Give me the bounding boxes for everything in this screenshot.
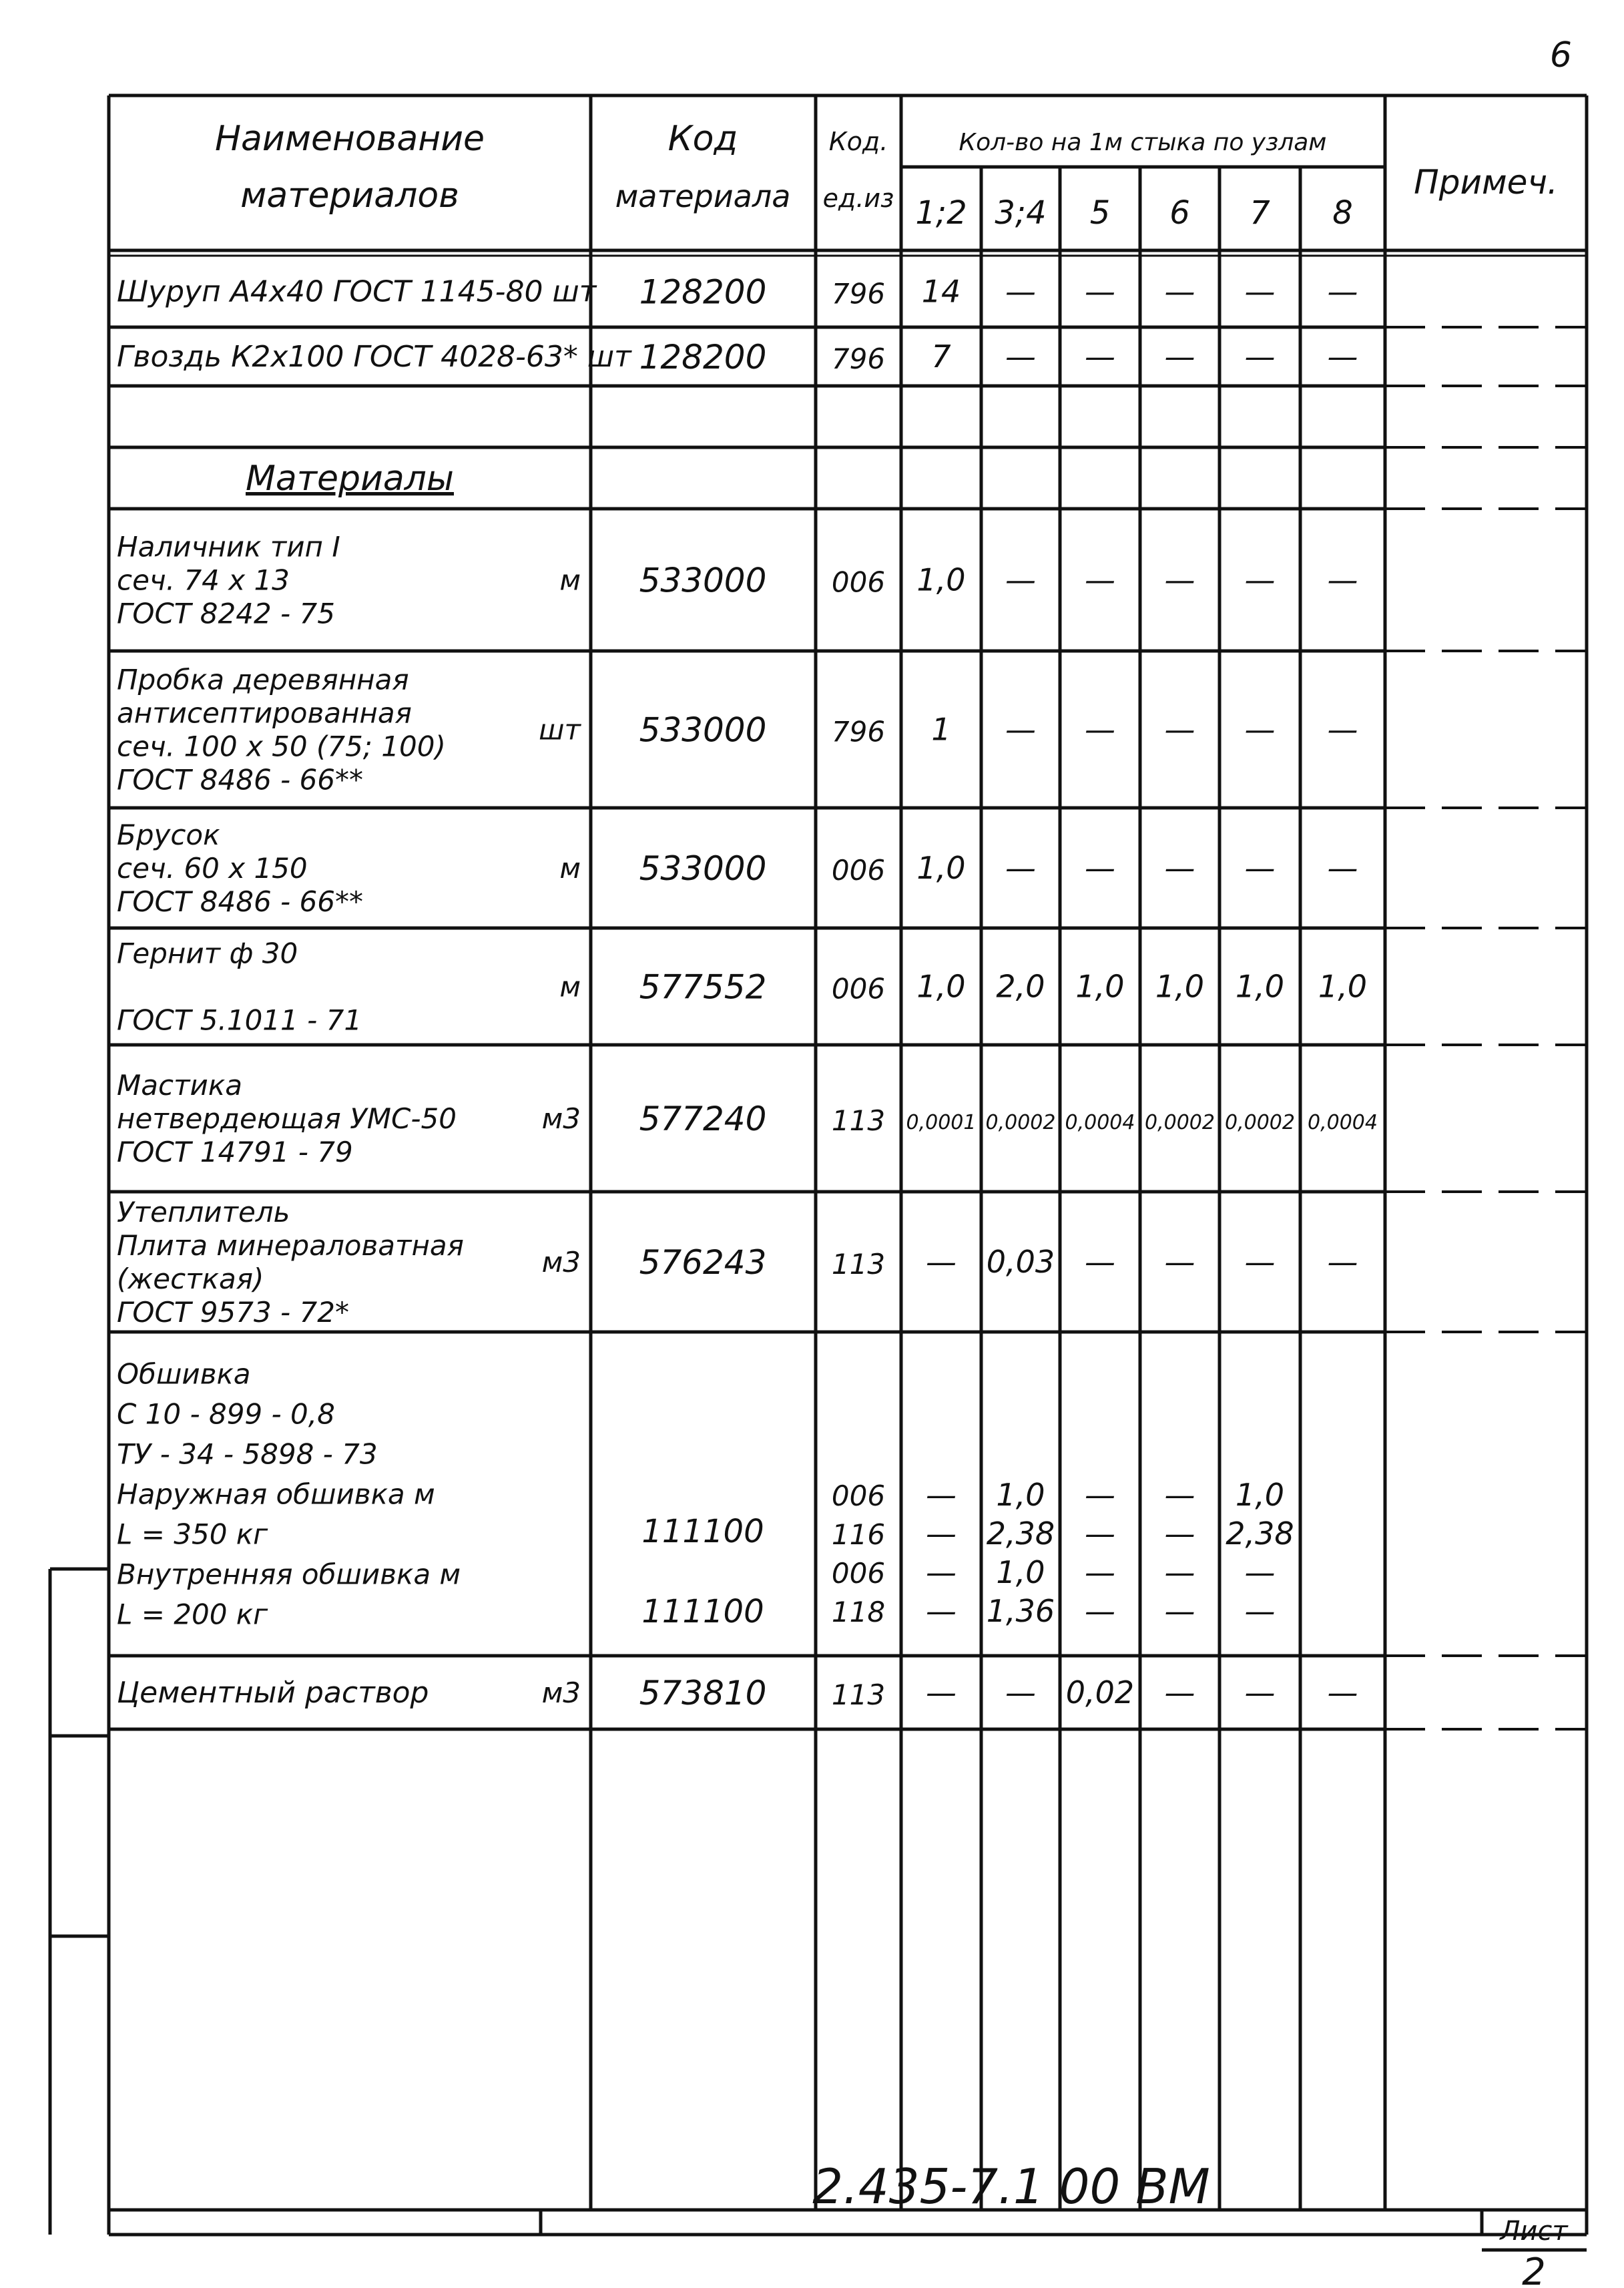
qty-cell: 1,0 (1235, 1477, 1285, 1513)
qty-cell: — (926, 1516, 957, 1552)
unit-label: м (559, 970, 581, 1003)
qty-cell: — (1244, 561, 1276, 598)
material-name-line: Внутренняя обшивка м (117, 1558, 461, 1591)
qty-cell: 0,0002 (1145, 1111, 1215, 1134)
qty-cell: — (1164, 1516, 1195, 1552)
qty-cell: 1,0 (1235, 968, 1285, 1005)
qty-cell: 1,0 (996, 1477, 1045, 1513)
qty-cell: 0,0002 (985, 1111, 1056, 1134)
header-qty-group: Кол-во на 1м стыка по узлам (959, 129, 1327, 156)
qty-cell: 0,03 (986, 1244, 1055, 1280)
material-name-line: Гвоздь К2х100 ГОСТ 4028-63* шт (117, 340, 631, 374)
qty-cell: — (1327, 561, 1358, 598)
unit-code: 006 (831, 1479, 886, 1512)
qty-cell: — (1085, 1477, 1115, 1513)
material-code: 573810 (639, 1674, 767, 1712)
qty-cell: — (1164, 1477, 1195, 1513)
qty-cell: 1,0 (996, 1554, 1045, 1590)
qty-cell: — (926, 1593, 957, 1629)
qty-cell: — (1005, 1674, 1036, 1710)
designation: 2.435-7.1 00 ВМ (812, 2158, 1210, 2215)
qty-cell: — (1164, 850, 1195, 886)
qty-cell: — (1005, 561, 1036, 598)
material-code: 111100 (641, 1513, 764, 1550)
material-name-line: Гернит ф 30 (117, 937, 298, 970)
material-name-line: сеч. 60 х 150 (117, 852, 308, 885)
qty-cell: — (1005, 850, 1036, 886)
unit-code: 118 (831, 1596, 886, 1628)
material-name-line: Пробка деревянная (117, 663, 409, 696)
qty-cell: — (1327, 1674, 1358, 1710)
unit-code: 796 (831, 715, 886, 748)
section-title: Материалы (246, 459, 454, 499)
qty-cell: — (1164, 273, 1195, 310)
qty-cell: — (1327, 273, 1358, 310)
material-name-line: сеч. 74 х 13 (117, 563, 290, 597)
unit-code: 116 (831, 1518, 886, 1551)
header-group-4: 7 (1250, 194, 1270, 232)
qty-cell: — (1085, 273, 1115, 310)
material-code: 577552 (639, 967, 767, 1007)
material-name-line: Плита минераловатная (117, 1229, 464, 1262)
material-name-line: (жесткая) (117, 1263, 264, 1295)
qty-cell: 2,38 (986, 1516, 1055, 1552)
qty-cell: — (1005, 273, 1036, 310)
qty-cell: — (1164, 1593, 1195, 1629)
material-name-line: Брусок (117, 819, 220, 851)
qty-cell: 0,0004 (1308, 1111, 1378, 1134)
table-grid (50, 95, 1587, 2250)
qty-cell: — (1244, 850, 1276, 886)
header-unitcode-1: Код. (828, 127, 888, 156)
material-code: 576243 (639, 1243, 767, 1282)
header-group-0: 1;2 (915, 194, 967, 232)
material-name-line: ГОСТ 5.1011 - 71 (117, 1003, 362, 1037)
unit-label: м3 (541, 1246, 581, 1279)
qty-cell: 1,0 (1075, 968, 1125, 1005)
qty-cell: — (1085, 711, 1115, 748)
header-name-2: материалов (240, 176, 459, 216)
qty-cell: — (926, 1244, 957, 1280)
qty-cell: — (1327, 711, 1358, 748)
qty-cell: — (1244, 273, 1276, 310)
qty-cell: — (926, 1674, 957, 1710)
header-code-1: Код (667, 119, 738, 159)
qty-cell: — (1244, 1674, 1276, 1710)
unit-code: 006 (831, 1557, 886, 1590)
qty-cell: — (1005, 338, 1036, 375)
qty-cell: 1,36 (986, 1593, 1055, 1629)
qty-cell: — (1244, 1593, 1276, 1629)
qty-cell: — (1327, 850, 1358, 886)
qty-cell: — (1085, 850, 1115, 886)
qty-cell: — (1164, 338, 1195, 375)
qty-cell: — (1244, 711, 1276, 748)
unit-label: м (559, 563, 581, 597)
qty-cell: — (1164, 561, 1195, 598)
qty-cell: 1 (931, 711, 951, 748)
sheet-number: 2 (1522, 2251, 1546, 2288)
material-name-line: Наличник тип I (117, 530, 340, 563)
qty-cell: 0,0001 (906, 1111, 977, 1134)
qty-cell: — (926, 1554, 957, 1590)
table-text (117, 35, 1572, 2288)
unit-code: 113 (831, 1678, 886, 1711)
header-group-5: 8 (1332, 194, 1353, 232)
material-name-line: С 10 - 899 - 0,8 (117, 1397, 335, 1431)
qty-cell: 0,0004 (1065, 1111, 1135, 1134)
unit-code: 796 (831, 342, 886, 375)
material-name-line: L = 350 кг (117, 1518, 268, 1551)
material-name-line: антисептированная (117, 696, 412, 730)
header-group-3: 6 (1169, 194, 1190, 232)
material-code: 533000 (639, 710, 767, 750)
material-name-line: сеч. 100 х 50 (75; 100) (117, 730, 446, 763)
header-group-2: 5 (1089, 194, 1111, 232)
qty-cell: — (1327, 1244, 1358, 1280)
qty-cell: 1,0 (1318, 968, 1368, 1005)
qty-cell: 2,38 (1226, 1516, 1294, 1552)
material-name-line: ГОСТ 8242 - 75 (117, 597, 335, 630)
unit-code: 006 (831, 854, 886, 887)
unit-code: 006 (831, 565, 886, 599)
sheet-label: Лист (1500, 2216, 1568, 2247)
material-name-line: ГОСТ 8486 - 66** (117, 763, 363, 796)
qty-cell: — (926, 1477, 957, 1513)
qty-cell: — (1164, 711, 1195, 748)
material-name-line: нетвердеющая УМС-50 (117, 1102, 457, 1135)
unit-code: 113 (831, 1104, 886, 1137)
page-number: 6 (1549, 35, 1572, 75)
unit-label: м3 (541, 1102, 581, 1135)
unit-label: шт (539, 713, 581, 746)
qty-cell: — (1327, 338, 1358, 375)
qty-cell: 1,0 (916, 561, 966, 598)
material-code: 111100 (641, 1593, 764, 1630)
header-code-2: материала (615, 178, 791, 214)
qty-cell: 7 (931, 338, 951, 375)
material-name-line: ТУ - 34 - 5898 - 73 (117, 1437, 378, 1471)
material-name-line: Наружная обшивка м (117, 1477, 435, 1511)
qty-cell: — (1085, 1554, 1115, 1590)
unit-label: м3 (541, 1676, 581, 1709)
unit-code: 796 (831, 277, 886, 310)
material-name-line: Мастика (117, 1069, 242, 1102)
header-name-1: Наименование (214, 119, 485, 159)
material-name-line: ГОСТ 8486 - 66** (117, 885, 363, 918)
qty-cell: — (1244, 1244, 1276, 1280)
material-name-line: Шуруп А4х40 ГОСТ 1145-80 шт (117, 274, 597, 309)
unit-code: 113 (831, 1248, 886, 1281)
qty-cell: 0,02 (1065, 1674, 1135, 1710)
material-code: 128200 (639, 338, 767, 377)
qty-cell: — (1164, 1674, 1195, 1710)
header-note: Примеч. (1414, 163, 1558, 202)
qty-cell: — (1244, 1554, 1276, 1590)
qty-cell: 1,0 (1155, 968, 1205, 1005)
header-group-1: 3;4 (995, 194, 1047, 232)
qty-cell: — (1164, 1244, 1195, 1280)
unit-code: 006 (831, 972, 886, 1005)
qty-cell: — (1244, 338, 1276, 375)
qty-cell: — (1005, 711, 1036, 748)
material-code: 533000 (639, 849, 767, 888)
header-unitcode-2: ед.из (822, 184, 894, 213)
material-code: 577240 (639, 1100, 767, 1138)
qty-cell: — (1085, 1516, 1115, 1552)
qty-cell: — (1085, 1593, 1115, 1629)
qty-cell: — (1085, 561, 1115, 598)
unit-label: м (559, 852, 581, 885)
material-name-line: Утеплитель (117, 1196, 290, 1228)
qty-cell: 14 (921, 273, 961, 310)
qty-cell: — (1164, 1554, 1195, 1590)
material-name-line: ГОСТ 14791 - 79 (117, 1136, 353, 1168)
qty-cell: 2,0 (996, 968, 1045, 1005)
qty-cell: 1,0 (916, 850, 966, 886)
material-name-line: L = 200 кг (117, 1598, 268, 1631)
material-name-line: ГОСТ 9573 - 72* (117, 1296, 349, 1329)
qty-cell: — (1085, 338, 1115, 375)
qty-cell: 0,0002 (1225, 1111, 1295, 1134)
material-code: 533000 (639, 561, 767, 600)
material-name-line: Обшивка (117, 1357, 251, 1391)
qty-cell: — (1085, 1244, 1115, 1280)
material-name-line: Цементный раствор (117, 1676, 429, 1710)
qty-cell: 1,0 (916, 968, 966, 1005)
material-code: 128200 (639, 272, 767, 312)
